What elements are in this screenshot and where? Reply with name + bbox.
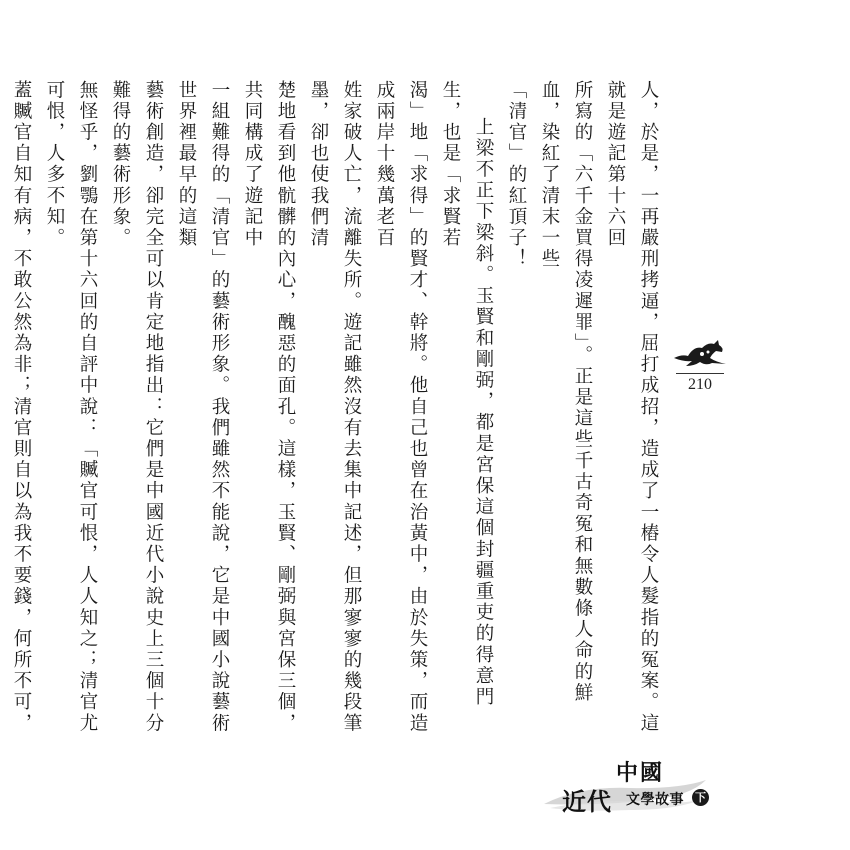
text-column: 人，於是，一再嚴刑拷逼，屈打成招，造成了一樁令人髮指的冤案。這就是遊記第十六回 — [605, 80, 659, 735]
page-number: 210 — [688, 376, 712, 393]
galloping-horse-icon — [672, 336, 728, 370]
text-column: 蓋贓官自知有病，不敢公然為非；清官則自以為我不要錢，何所不可， — [11, 80, 32, 735]
page-number-rule — [676, 373, 724, 374]
text-column: 渴」地「求得」的賢才、幹將。他自己也曾在治黃中，由於失策，而造成兩岸十幾萬老百 — [374, 80, 428, 735]
volume-badge: 下 — [692, 789, 709, 806]
paragraph-2 — [0, 80, 500, 740]
text-column: 「清官」的紅頂子！ — [506, 80, 527, 270]
paragraph-1 — [500, 80, 665, 740]
text-column: 藝術創造，卻完全可以肯定地指出：它們是中國近代小說史上三個十分難得的藝術形象。 — [110, 80, 164, 735]
series-logo — [540, 756, 710, 820]
text-column: 所寫的「六千金買得凌遲罪」。正是這些千古奇冤和無數條人命的鮮血，染紅了清末一些 — [539, 80, 593, 704]
text-column: 姓家破人亡，流離失所。遊記雖然沒有去集中記述，但那寥寥的幾段筆墨，卻也使我們清 — [308, 80, 362, 735]
text-column: 一組難得的「清官」的藝術形象。我們雖然不能說，它是中國小說藝術世界裡最早的這類 — [176, 80, 230, 735]
page-body-text — [11, 80, 665, 740]
logo-wenxue-gushi: 文學故事 — [626, 792, 684, 808]
logo-zhongguo: 中國 — [616, 760, 665, 786]
text-column: 楚地看到他骯髒的內心，醜惡的面孔。這樣，玉賢、剛弼與宮保三個，共同構成了遊記中 — [242, 80, 296, 735]
text-column: 上梁不正下梁斜。玉賢和剛弼，都是宮保這個封疆重吏的得意門生，也是「求賢若 — [440, 80, 494, 708]
logo-jindai: 近代 — [562, 787, 612, 816]
text-column: 無怪乎，劉鶚在第十六回的自評中說：「贓官可恨，人人知之；清官尤可恨，人多不知。 — [44, 80, 98, 735]
